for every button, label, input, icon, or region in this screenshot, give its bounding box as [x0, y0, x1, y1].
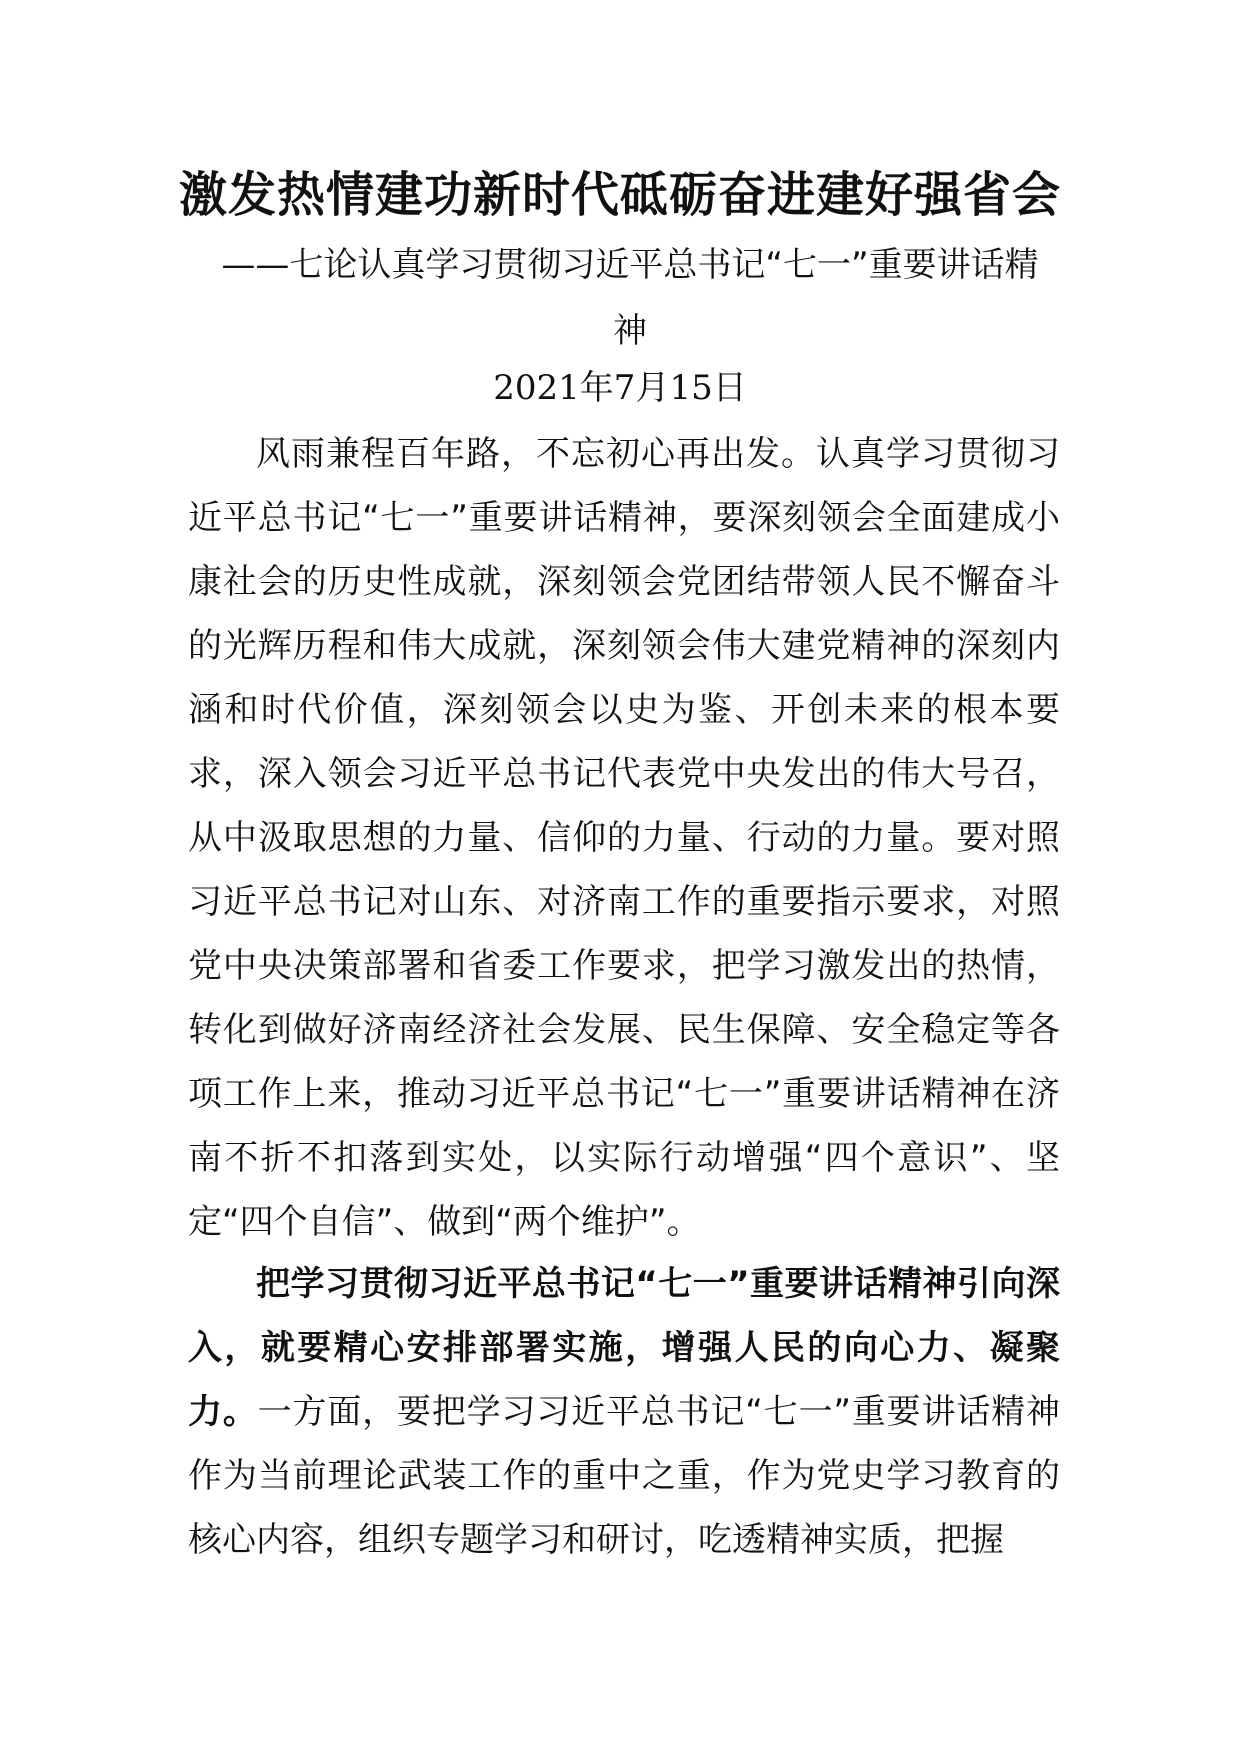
publish-date: 2021年7月15日 — [493, 368, 747, 408]
document-title: 激发热情建功新时代砥砺奋进建好强省会 — [178, 167, 1061, 223]
document-subtitle: ——七论认真学习贯彻习近平总书记“七一”重要讲话精神 — [221, 245, 1039, 351]
paragraph-2 — [188, 1252, 1060, 1572]
paragraph-2-lead: 把学习贯彻习近平总书记“七一”重要讲话精神引向深入，就要精心安排部署实施，增强人民的向心力、凝聚力。 — [188, 1264, 1060, 1432]
paragraph-2-body: 一方面，要把学习习近平总书记“七一”重要讲话精神作为当前理论武装工作的重中之重，作为党史学习教育的核心内容，组织专题学习和研讨，吃透精神实质，把握 — [188, 1392, 1061, 1560]
paragraph-1: 风雨兼程百年路，不忘初心再出发。认真学习贯彻习近平总书记“七一”重要讲话精神，要深刻领会全面建成小康社会的历史性成就，深刻领会党团结带领人民不懈奋斗的光辉历程和伟大成就，深刻领会伟大建党精神的深刻内涵和时代价值，深刻领会以史为鉴、开创未来的根本要求，深入领会习近平总书记代表党中央发出的伟大号召，从中汲取思想的力量、信仰的力量、行动的力量。要对照习近平总书记对山东、对济南工作的重要指示要求，对照党中央决策部署和省委工作要求，把学习激发出的热情，转化到做好济南经济社会发展、民生保障、安全稳定等各项工作上来，推动习近平总书记“七一”重要讲话精神在济南不折不扣落到实处，以实际行动增强“四个意识”、坚定“四个自信”、做到“两个维护”。 — [188, 434, 1060, 1242]
